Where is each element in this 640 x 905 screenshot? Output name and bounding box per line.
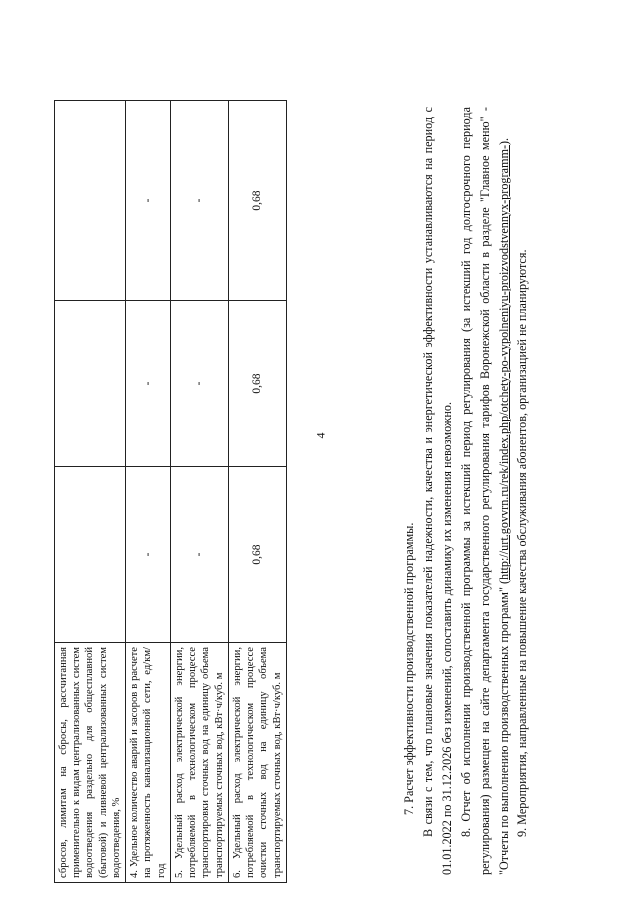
indicator-label: сбросов, лимитам на сбросы, рассчитанная применительно к видам централизованных систем водоотведения раздельно для общесплавной (бытовой) и ливневой централизованных систем водоотведения, % [55, 643, 126, 883]
indicator-value: - [170, 301, 228, 467]
section-8-body [457, 107, 514, 875]
indicator-value [55, 467, 126, 643]
indicator-value: - [126, 467, 171, 643]
table-row [170, 101, 228, 883]
indicator-label: 5. Удельный расход электрической энергии, потребляемой в технологическом процессе транспортировки сточных вод на единицу объема транспортируемых сточных вод, кВт·ч/куб. м [170, 643, 228, 883]
indicator-value: 0,68 [228, 467, 286, 643]
section-9-body: 9. Мероприятия, направленные на повышение качества обслуживания абонентов, организацией не планируются. [515, 249, 530, 837]
indicator-value: - [126, 101, 171, 301]
document-body [40, 17, 600, 883]
table-row [228, 101, 286, 883]
indicator-value: - [170, 467, 228, 643]
section-7-heading: 7. Расчет эффективности производственной программы. [402, 522, 416, 815]
indicator-label: 6. Удельный расход электрической энергии, потребляемой в технологическом процессе очистки сточных вод на единицу объема транспортируемых сточных вод, кВт·ч/куб. м [228, 643, 286, 883]
indicator-table [54, 100, 287, 883]
section-7-body: В связи с тем, что плановые значения показателей надежности, качества и энергетической эффективности устанавливаются на период с 01.01.2022 по 31.12.2026 без изменений, сопоставить динамику их изменения невозможно. [420, 107, 454, 875]
indicator-value: 0,68 [228, 301, 286, 467]
indicator-value: - [126, 301, 171, 467]
indicator-value [55, 101, 126, 301]
indicator-value [55, 301, 126, 467]
indicator-value: - [170, 101, 228, 301]
text-block [400, 107, 532, 875]
section-8-end: ). [496, 137, 511, 145]
report-link[interactable]: http://urt.govvrn.ru/rek/index.php/otchety-po-vypolneniyu-proizvodstvennyx-programm- [496, 145, 511, 580]
indicator-value: 0,68 [228, 101, 286, 301]
indicator-label: 4. Удельное количество аварий и засоров в расчете на протяженность канализационной сети, ед/км/год [126, 643, 171, 883]
section-8-text: 8. Отчет об исполнении производственной программы за истекший период регулирования (за истекший год долгосрочного периода регулирования) размещен на сайте департамента государственного регулирования тарифов Воронежской области в разделе "Главное меню" - "Отчеты по выполнению производственных программ" ( [458, 107, 511, 875]
table-row [126, 101, 171, 883]
page-number: 4 [313, 432, 328, 439]
table-row [55, 101, 126, 883]
